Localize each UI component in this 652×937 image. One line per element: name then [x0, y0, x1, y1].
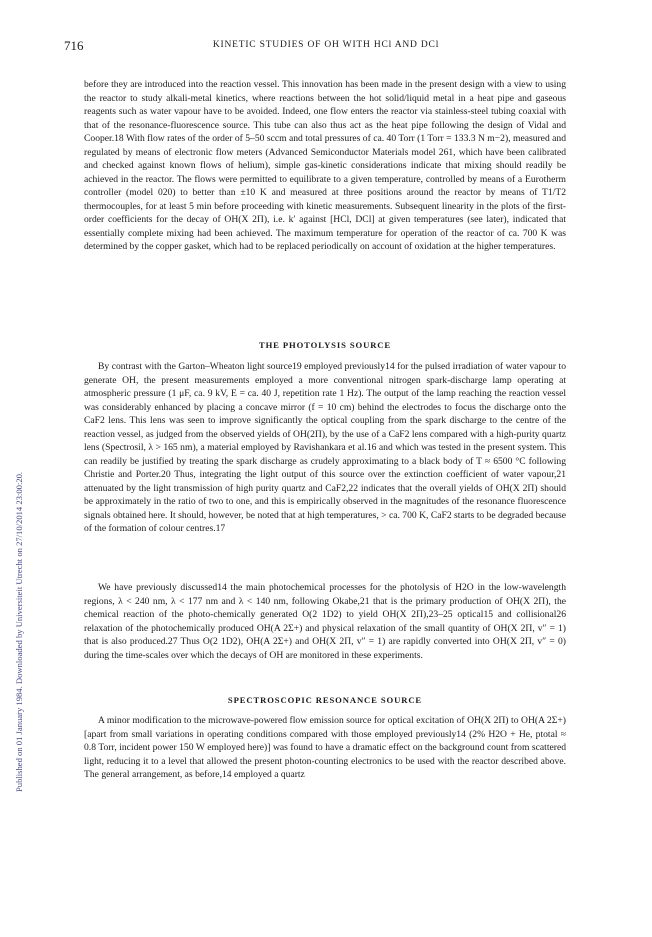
- body-paragraph-2: By contrast with the Garton–Wheaton light source19 employed previously14 for the pulsed irradiation of water vapour to generate OH, the present measurements employed a more conventional nitrogen spark-discharge lamp operating at atmospheric pressure (1 μF, ca. 9 kV, E = ca. 40 J, repetition rate 1 Hz). The output of the lamp reaching the reaction vessel was considerably enhanced by placing a concave mirror (f = 10 cm) behind the electrodes to focus the discharge onto the CaF2 lens. This lens was seen to improve significantly the optical coupling from the spark discharge to the centre of the reaction vessel, as judged from the observed yields of OH(2Π), by the use of a CaF2 lens compared with a high-purity quartz lens (Spectrosil, λ > 165 nm), a material employed by Ravishankara et al.16 and which was tested in the present system. This can readily be justified by treating the spark discharge as crudely approximating to a black body of T ≈ 6500 °C following Christie and Porter.20 Thus, integrating the light output of this source over the extinction coefficient of water vapour,21 attenuated by the light transmission of high purity quartz and CaF2,22 indicates that the overall yields of OH(X 2Π) should be approximately in the ratio of two to one, and this is empirically observed in the magnitudes of the resonance fluorescence signals obtained here. It should, however, be noted that at high temperatures, > ca. 700 K, CaF2 starts to be degraded because of the formation of colour centres.17: [84, 361, 566, 534]
- running-head: KINETIC STUDIES OF OH WITH HCl AND DCl: [212, 40, 440, 50]
- download-watermark: Published on 01 January 1984. Downloaded by Universiteit Utrecht on 27/10/2014 23:00:20.: [14, 471, 24, 792]
- page-number: 716: [64, 38, 84, 53]
- section-heading-photolysis: THE PHOTOLYSIS SOURCE: [258, 340, 392, 350]
- body-paragraph-4: A minor modification to the microwave-powered flow emission source for optical excitation of OH(X 2Π) to OH(A 2Σ+) [apart from small variations in operating conditions compared with those employed previously14 (2% H2O + He, ptotal ≈ 0.8 Torr, incident power 150 W employed here)] was found to have a dramatic effect on the background count from scattered light, reducing it to a level that allowed the present photon-counting electronics to be used with the reactor described above. The general arrangement, as before,14 employed a quartz: [84, 715, 566, 780]
- body-paragraph-1: before they are introduced into the reaction vessel. This innovation has been made in the present design with a view to using the reactor to study alkali-metal kinetics, where reactions between the hot solid/liquid metal in a heat pipe and gaseous reagents such as water vapour have to be avoided. Indeed, one flow enters the reactor via stainless-steel tubing coaxial with that of the resonance-fluorescence source. This tube can also thus act as the heat pipe following the design of Vidal and Cooper.18 With flow rates of the order of 5–50 sccm and total pressures of ca. 40 Torr (1 Torr = 133.3 N m−2), measured and regulated by means of electronic flow meters (Advanced Semiconductor Materials model 261, which have been calibrated and checked against known flows of helium), simple gas-kinetic considerations indicate that mixing should readily be achieved in the reactor. The flows were permitted to equilibrate to a given temperature, controlled by means of a Eurotherm controller (model 020) to better than ±10 K and measured at three positions around the reactor by means of T1/T2 thermocouples, for at least 5 min before proceeding with kinetic measurements. Subsequent linearity in the plots of the first-order coefficients for the decay of OH(X 2Π), i.e. k′ against [HCl, DCl] at given temperatures (see later), indicated that essentially complete mixing had been achieved. The maximum temperature for operation of the reactor of ca. 700 K was determined by the copper gasket, which had to be replaced periodically on account of oxidation at the higher temperatures.: [84, 79, 566, 252]
- body-paragraph-3: We have previously discussed14 the main photochemical processes for the photolysis of H2O in the low-wavelength regions, λ < 240 nm, λ < 177 nm and λ < 140 nm, following Okabe,21 that is the primary production of OH(X 2Π), the chemical reaction of the photo-chemically generated O(2 1D2) to yield OH(X 2Π),23–25 optical15 and collisional26 relaxation of the photochemically produced OH(A 2Σ+) and physical relaxation of the small quantity of OH(X 2Π, v″ = 1) that is also produced.27 Thus O(2 1D2), OH(A 2Σ+) and OH(X 2Π, v″ = 1) are rapidly converted into OH(X 2Π, v″ = 0) during the time-scales over which the decays of OH are monitored in these experiments.: [84, 582, 566, 661]
- section-heading-resonance: SPECTROSCOPIC RESONANCE SOURCE: [227, 695, 423, 705]
